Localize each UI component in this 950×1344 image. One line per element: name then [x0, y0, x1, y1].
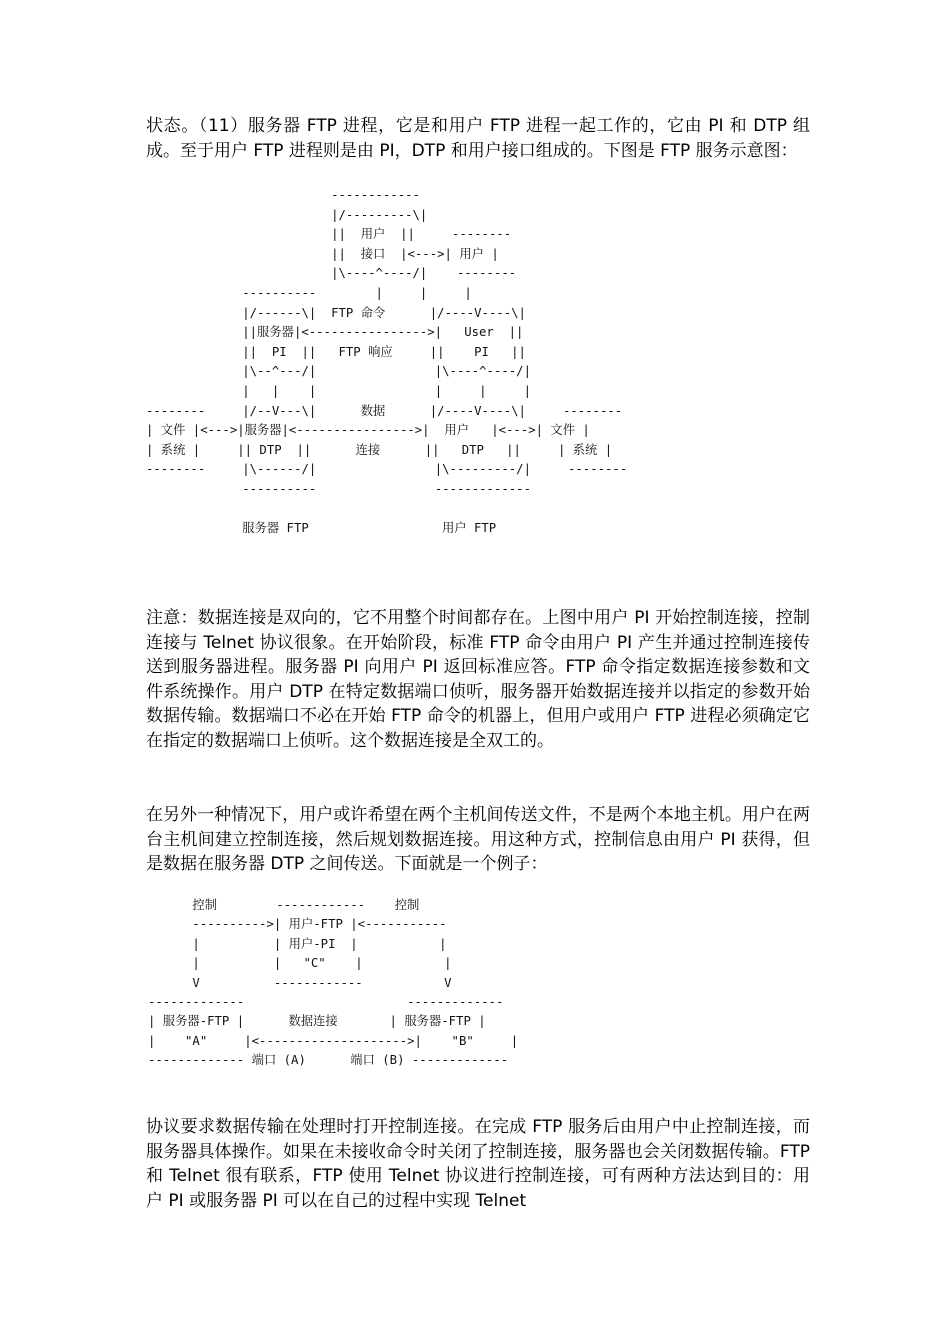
paragraph-control-connection-protocol: 协议要求数据传输在处理时打开控制连接。在完成 FTP 服务后由用户中止控制连接，而服务器具体操作。如果在未接收命令时关闭了控制连接，服务器也会关闭数据传输。FTP 和 Telnet 很有联系，FTP 使用 Telnet 协议进行控制连接，可有两种方法达到目的：用户 PI 或服务器 PI 可以在自己的过程中实现 Telnet — [146, 1117, 810, 1211]
paragraph-data-connection-note: 注意：数据连接是双向的，它不用整个时间都存在。上图中用户 PI 开始控制连接，控制连接与 Telnet 协议很象。在开始阶段，标准 FTP 命令由用户 PI 产生并通过控制连接传送到服务器进程。服务器 PI 向用户 PI 返回标准应答。FTP 命令指定数据连接参数和文件系统操作。用户 DTP 在特定数据端口侦听，服务器开始数据连接并以指定的参数开始数据传输。数据端口不必在开始 FTP 命令的机器上，但用户或用户 FTP 进程必须确定它在指定的数据端口上侦听。这个数据连接是全双工的。 — [146, 608, 810, 751]
ftp-service-diagram: ------------ |/---------\| || 用户 || -------- || 接口 |<--->| 用户 | |\----^----/| -------- ---------- | | | |/------\| FTP 命令 |/----V----\| ||服务器|<---------------->| User || || PI || FTP 响应 || PI || |\--^---/| |\----^----/| | | | | | | -------- |/--V---\| 数据 |/----V----\| -------- | 文件 |<--->|服务器|<---------------->| 用户 |<--->| 文件 | | 系统 | || DTP || 连接 || DTP || | 系统 | -------- |\------/| |\---------/| -------- ---------- ------------- 服务器 FTP 用户 FTP — [146, 188, 628, 536]
paragraph-third-party-transfer: 在另外一种情况下，用户或许希望在两个主机间传送文件，不是两个本地主机。用户在两台主机间建立控制连接，然后规划数据连接。用这种方式，控制信息由用户 PI 获得，但是数据在服务器 DTP 之间传送。下面就是一个例子： — [146, 805, 810, 875]
paragraph-ftp-process-intro: 状态。（11）服务器 FTP 进程，它是和用户 FTP 进程一起工作的，它由 PI 和 DTP 组成。至于用户 FTP 进程则是由 PI，DTP 和用户接口组成的。下图是 FTP 服务示意图： — [146, 116, 810, 161]
third-party-transfer-diagram: 控制 ------------ 控制 ---------->| 用户-FTP |<----------- | | 用户-PI | | | | "C" | | V ------------ V ------------- ------------- | 服务器-FTP | 数据连接 | 服务器-FTP | | "A" |<-------------------->| "B" | ------------- 端口 (A) 端口 (B) ------------- — [148, 898, 519, 1068]
